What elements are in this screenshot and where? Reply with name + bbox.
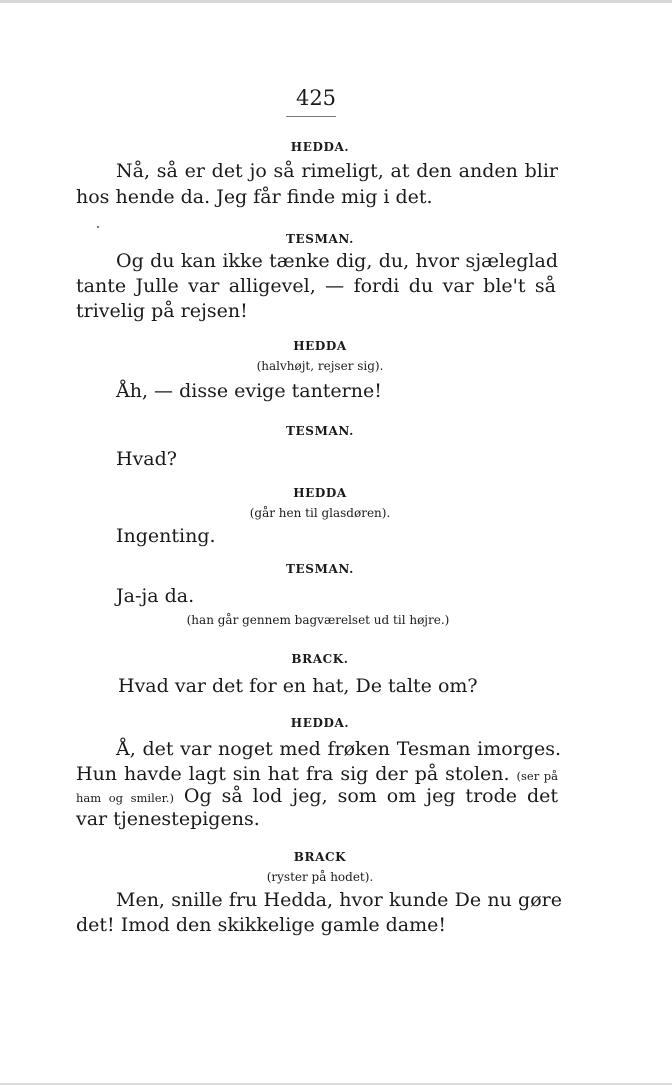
page-bottom-edge [0, 1083, 672, 1085]
speaker-brack: BRACK. [291, 652, 349, 666]
dialogue-line: Men, snille fru Hedda, hvor kunde De nu gøre [116, 889, 562, 911]
dialogue-line: Hvad var det for en hat, De talte om? [118, 675, 478, 697]
dialogue-line: Å, det var noget med frøken Tesman imorges. [116, 738, 561, 760]
page-top-edge [0, 0, 672, 3]
dialogue-text: Og så lod jeg, som om jeg trode det [183, 785, 558, 807]
stage-direction: (halvhøjt, rejser sig). [256, 359, 384, 373]
print-speck [97, 226, 99, 228]
dialogue-line: Nå, så er det jo så rimeligt, at den anden blir [116, 160, 558, 182]
stage-direction: (ryster på hodet). [266, 870, 374, 884]
speaker-brack: BRACK [293, 850, 347, 864]
dialogue-text: Hun havde lagt sin hat fra sig der på stolen. [76, 763, 510, 785]
speaker-hedda: HEDDA. [290, 716, 350, 730]
stage-direction: (han går gennem bagværelset ud til højre.) [186, 613, 450, 627]
dialogue-line: tante Julle var alligevel, — fordi du var ble't så [76, 275, 556, 297]
speaker-tesman: TESMAN. [286, 424, 354, 438]
dialogue-line [76, 785, 558, 807]
page-number-rule [286, 116, 336, 117]
dialogue-line: Hvad? [116, 448, 177, 470]
dialogue-line: Og du kan ikke tænke dig, du, hvor sjæleglad [116, 250, 558, 272]
dialogue-line [76, 763, 558, 785]
speaker-tesman: TESMAN. [286, 562, 354, 576]
inline-stage-direction: ham og smiler.) [76, 791, 174, 805]
speaker-hedda: HEDDA. [290, 140, 350, 154]
stage-direction: (går hen til glasdøren). [249, 506, 391, 520]
dialogue-line: Ja-ja da. [116, 585, 195, 607]
speaker-tesman: TESMAN. [286, 232, 354, 246]
page-number: 425 [295, 86, 337, 110]
speaker-hedda: HEDDA [293, 486, 347, 500]
inline-stage-direction: (ser på [516, 769, 558, 783]
speaker-hedda: HEDDA [293, 339, 347, 353]
dialogue-line: trivelig på rejsen! [76, 300, 248, 322]
dialogue-line: hos hende da. Jeg får finde mig i det. [76, 186, 433, 208]
dialogue-line: var tjenestepigens. [76, 808, 260, 830]
dialogue-line: Ingenting. [116, 525, 216, 547]
dialogue-line: Åh, — disse evige tanterne! [116, 380, 382, 402]
dialogue-line: det! Imod den skikkelige gamle dame! [76, 914, 447, 936]
